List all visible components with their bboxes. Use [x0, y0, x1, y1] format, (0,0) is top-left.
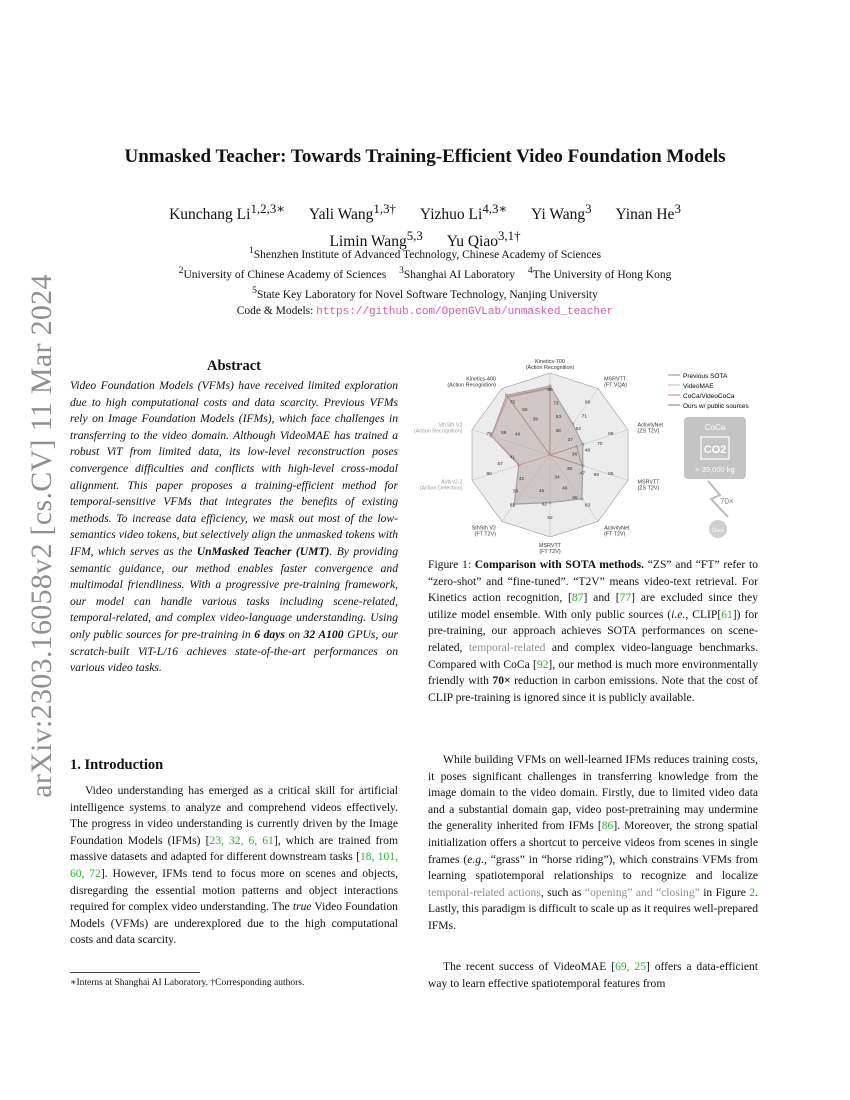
co2-label: CO2 [703, 444, 727, 456]
code-line: Code & Models: https://github.com/OpenGVLab/unmasked_teacher [236, 305, 614, 318]
radar-value-label: 75 [509, 400, 516, 406]
affiliation-line-1: $^1$Shenzhen Institute of Advanced Technology, Chinese Academy of Sciences [248, 245, 602, 261]
radar-value-label: 55 [522, 407, 528, 413]
author: Yi Wang$^3$ [531, 201, 592, 224]
right-paragraph-1: While building VFMs on well-learned IFMs reduces training costs, it poses significant challenges in transferring knowledge from the image domain to the video domain. Firstly, due to limited video data and a substantial domain gap, video post-pretraining may undermine the generality inherited from IFMs [86]. Moreover, the strong spatial initialization offers a shortcut to perceive videos from scenes in single frames (e.g., “grass” in “horse riding”), which constrains VFMs from learning spatiotemporal relationships to recognize and localize temporal-related actions, such as “opening” and “closing” in Figure 2. Lastly, this paradigm is difficult to scale up as it requires well-prepared IFMs. [428, 753, 759, 932]
arxiv-id: arXiv:2303.16058v2 [cs.CV] 11 Mar 2024 [25, 274, 58, 798]
radar-value-label: 90 [584, 400, 591, 406]
citation-link[interactable]: 77 [619, 591, 632, 605]
code-link[interactable]: https://github.com/OpenGVLab/unmasked_teacher [316, 306, 614, 318]
radar-value-label: 78 [486, 432, 492, 438]
axis-label: MSRVTT (FT T2V) [538, 543, 562, 555]
radar-value-label: 57 [497, 462, 503, 468]
radar-value-label: 58 [512, 489, 519, 495]
citation-link[interactable]: 87 [571, 591, 584, 605]
ours-label: Ours [712, 528, 724, 534]
legend-entry: Ours w/ public sources [683, 403, 749, 410]
radar-value-label: 36 [571, 452, 578, 458]
radar-value-label: 45 [538, 488, 545, 494]
axis-label: Kinetics-700 (Action Recognition) [525, 359, 575, 371]
radar-point [579, 496, 581, 498]
radar-plot [472, 373, 628, 537]
axis-label: SthSth V2 (Action Recognition) [413, 422, 463, 435]
radar-value-label: 82 [547, 515, 553, 521]
affiliation-line-2: $^2$University of Chinese Academy of Sciences $^3$Shanghai AI Laboratory $^4$The University of Hong Kong [178, 265, 672, 281]
radar-value-label: 70 [597, 441, 603, 447]
legend-entry: CoCa/VideoCoCa [683, 393, 735, 400]
radar-value-label: 35 [566, 466, 573, 472]
axis-label: ActivityNet (FT T2V) [604, 525, 630, 538]
author: Yu Qiao$^{3,1\dagger}$ [446, 228, 521, 251]
citation-link[interactable]: 18, 101, 60, 72 [70, 850, 398, 880]
co2-value: > 39,000 kg [695, 465, 735, 474]
radar-value-label: 40 [514, 432, 521, 438]
axis-label: AVA v2.2 (Action Detection) [419, 479, 463, 492]
footnote: ∗Interns at Shanghai AI Laboratory. †Corresponding authors. [70, 978, 305, 988]
abstract-body: Video Foundation Models (VFMs) have received limited exploration due to high computational costs and data scarcity. Previous VFMs rely on Image Foundation Models (IFMs), which face challenges in transferring to the video domain. Although VideoMAE has trained a robust ViT from limited data, its low-level reconstruction poses convergence difficulties and conflicts with high-level cross-modal alignment. This paper proposes a training-efficient method for temporal-sensitive VFMs that integrates the benefits of existing methods. To increase data efficiency, we mask out most of the low-semantics video tokens, but selectively align the unmasked tokens with IFM, which serves as the UnMasked Teacher (UMT). By providing semantic guidance, our method enables faster convergence and multimodal friendliness. With a progressive pre-training framework, our model can handle various tasks including scene-related, temporal-related, and complex video-language understanding. Using only public sources for pre-training in 6 days on 32 A100 GPUs, our scratch-built ViT-L/16 achieves state-of-the-art performances on various video tasks. [70, 379, 399, 675]
citation-link[interactable]: 23, 32, 6, 61 [209, 833, 274, 847]
axis-label: SthSth V2 (FT T2V) [471, 525, 496, 538]
axis-label: ActivityNet (ZS T2V) [637, 422, 663, 435]
radar-point [578, 445, 580, 447]
citation-link[interactable]: 69, 25 [615, 960, 647, 973]
radar-value-label: 71 [581, 414, 588, 420]
radar-point [518, 464, 520, 466]
radar-point [581, 443, 584, 446]
radar-value-label: 47 [579, 471, 586, 477]
radar-value-label: 48 [584, 448, 591, 454]
author: Limin Wang$^{5,3}$ [329, 228, 423, 251]
right-paragraph-2: The recent success of VideoMAE [69, 25] offers a data-efficient way to learn effective spatiotemporal features from [428, 960, 758, 990]
intro-paragraph: Video understanding has emerged as a critical skill for artificial intelligence systems to analyze and comprehend videos effectively. The progress in video understanding is currently driven by the Image Foundation Models (IFMs) [23, 32, 6, 61], which are trained from massive datasets and adapted for different downstream tasks [18, 101, 60, 72]. However, IFMs tend to focus more on scenes and objects, disregarding the essential motion patterns and object interactions required for complex video understanding. The true Video Foundation Models (VFMs) are underexplored due to the high computational costs and data scarcity. [70, 784, 398, 947]
radar-svg [413, 357, 758, 557]
radar-value-label: 65 [572, 496, 578, 502]
footnote-rule [70, 972, 200, 973]
arxiv-stamp [22, 276, 62, 796]
radar-point [506, 396, 508, 398]
radar-value-label: 56 [501, 430, 507, 436]
radar-point [581, 464, 583, 466]
legend [668, 373, 749, 410]
author: Kunchang $Li^{1,2,3∗}$ [169, 201, 286, 224]
author: Yinan He$^3$ [615, 201, 681, 224]
paper-title: Unmasked Teacher: Towards Training-Efficient Video Foundation Models [124, 146, 726, 167]
radar-value-label: 83 [584, 503, 591, 509]
radar-value-label: 69 [593, 473, 599, 479]
co2-panel [684, 417, 746, 538]
radar-value-label: 85 [608, 471, 614, 477]
figure-link[interactable]: 2 [749, 885, 756, 899]
radar-value-label: 88 [608, 432, 614, 438]
figure-caption: Figure 1: Comparison with SOTA methods. “ZS” and “FT” refer to “zero-shot” and “fine-tuned”. “T2V” means video-text retrieval. For Kinetics action recognition, [87] and [77] are excluded since they utilize model ensemble. With only public sources (i.e., CLIP[61]) for pre-training, our approach achieves SOTA performances on scene-related, temporal-related and complex video-language benchmarks. Compared with CoCa [92], our method is much more environmentally friendly with 70× reduction in carbon emissions. Note that the cost of CLIP pre-training is ignored since it is publicly available. [428, 558, 759, 704]
radar-value-label: 38 [555, 428, 561, 434]
radar-value-label: 52 [575, 427, 582, 433]
radar-value-label: 41 [509, 455, 516, 461]
axis-label: MSRVTT (FT VQA) [604, 376, 628, 389]
citation-link[interactable]: 86 [601, 819, 614, 833]
radar-value-label: 37 [567, 438, 573, 444]
radar-point [548, 501, 551, 504]
author: Yizhuo $Li^{4,3∗}$ [419, 201, 508, 224]
citation-link[interactable]: 92 [536, 657, 549, 671]
radar-value-label: 53 [555, 415, 562, 421]
radar-value-label: 46 [562, 486, 568, 492]
coca-label: CoCa [704, 423, 726, 432]
radar-point [575, 445, 577, 447]
radar-point [519, 495, 521, 497]
radar-value-label: 81 [509, 503, 516, 509]
axis-label: Kinetics-400 (Action Recognition) [447, 376, 496, 389]
abstract-heading: Abstract [207, 358, 261, 374]
axis-label: MSRVTT (ZS T2V) [637, 479, 660, 492]
figure-1-radar-chart [413, 357, 758, 557]
intro-heading: 1. Introduction [70, 757, 164, 773]
radar-value-label: 42 [518, 476, 525, 482]
radar-point [571, 424, 573, 426]
radar-value-label: 39 [532, 417, 538, 423]
radar-value-label: 73 [553, 401, 559, 407]
radar-value-label: 34 [554, 475, 560, 481]
reduction-label: 70× [720, 497, 734, 506]
radar-value-label: 89 [547, 388, 553, 394]
radar-point [549, 499, 551, 501]
radar-value-label: 80 [486, 471, 492, 477]
legend-entry: Previous SOTA [683, 373, 728, 380]
author: Yali Wang$^{1,3\dagger}$ [308, 201, 397, 224]
citation-link[interactable]: 61 [721, 607, 733, 621]
radar-value-label: 62 [541, 502, 547, 508]
affiliation-line-3: $^5$State Key Laboratory for Novel Software Technology, Nanjing University [252, 285, 598, 301]
legend-entry: VideoMAE [683, 383, 714, 390]
